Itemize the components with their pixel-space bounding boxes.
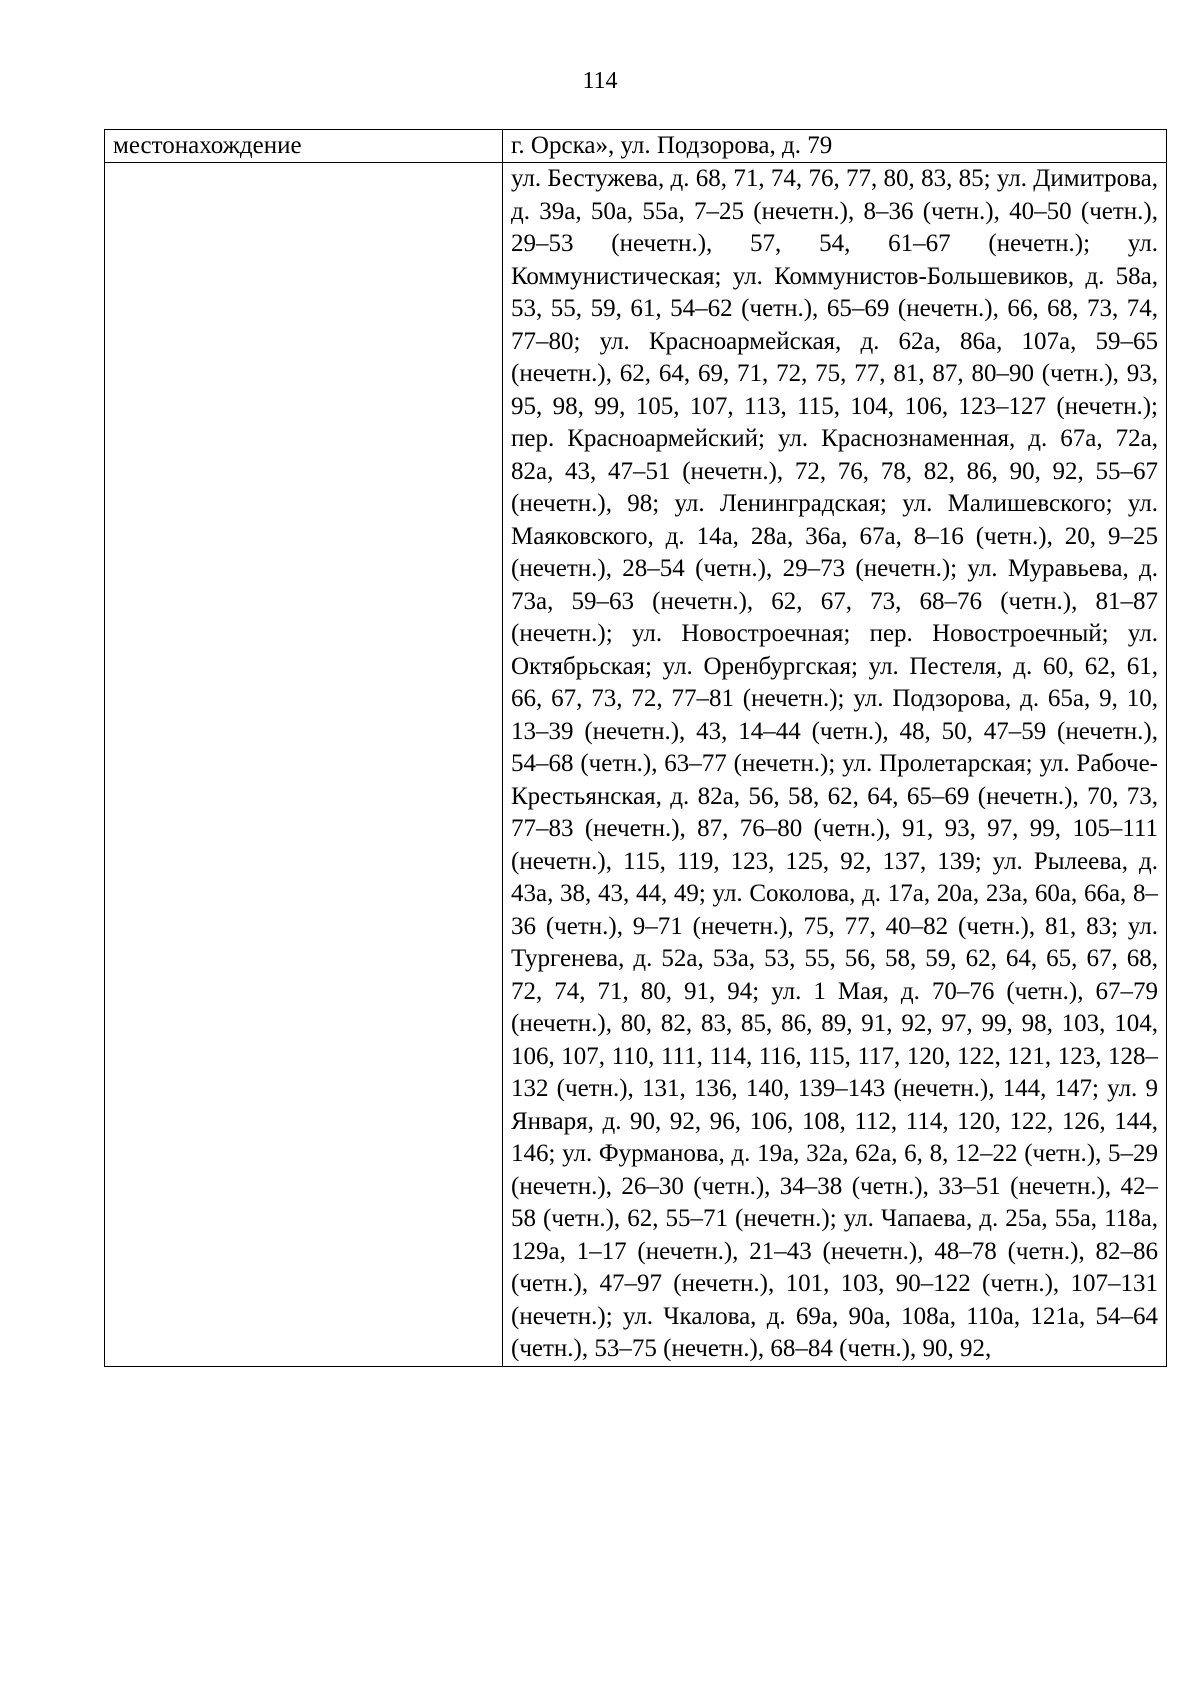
address-table (104, 129, 1167, 1367)
table-row (105, 130, 1167, 163)
page-number: 114 (582, 68, 618, 94)
address-list-cell: ул. Бестужева, д. 68, 71, 74, 76, 77, 80, 83, 85; ул. Димитрова, д. 39а, 50а, 55а, 7–25 (нечетн.), 8–36 (четн.), 40–50 (четн.), 29–53 (нечетн.), 57, 54, 61–67 (нечетн.); ул. Коммунистическая; ул. Коммунистов-Большевиков, д. 58а, 53, 55, 59, 61, 54–62 (четн.), 65–69 (нечетн.), 66, 68, 73, 74, 77–80; ул. Красноармейская, д. 62а, 86а, 107а, 59–65 (нечетн.), 62, 64, 69, 71, 72, 75, 77, 81, 87, 80–90 (четн.), 93, 95, 98, 99, 105, 107, 113, 115, 104, 106, 123–127 (нечетн.); пер. Красноармейский; ул. Краснознаменная, д. 67а, 72а, 82а, 43, 47–51 (нечетн.), 72, 76, 78, 82, 86, 90, 92, 55–67 (нечетн.), 98; ул. Ленинградская; ул. Малишевского; ул. Маяковского, д. 14а, 28а, 36а, 67а, 8–16 (четн.), 20, 9–25 (нечетн.), 28–54 (четн.), 29–73 (нечетн.); ул. Муравьева, д. 73а, 59–63 (нечетн.), 62, 67, 73, 68–76 (четн.), 81–87 (нечетн.); ул. Новостроечная; пер. Новостроечный; ул. Октябрьская; ул. Оренбургская; ул. Пестеля, д. 60, 62, 61, 66, 67, 73, 72, 77–81 (нечетн.); ул. Подзорова, д. 65а, 9, 10, 13–39 (нечетн.), 43, 14–44 (четн.), 48, 50, 47–59 (нечетн.), 54–68 (четн.), 63–77 (нечетн.); ул. Пролетарская; ул. Рабоче-Крестьянская, д. 82а, 56, 58, 62, 64, 65–69 (нечетн.), 70, 73, 77–83 (нечетн.), 87, 76–80 (четн.), 91, 93, 97, 99, 105–111 (нечетн.), 115, 119, 123, 125, 92, 137, 139; ул. Рылеева, д. 43а, 38, 43, 44, 49; ул. Соколова, д. 17а, 20а, 23а, 60а, 66а, 8–36 (четн.), 9–71 (нечетн.), 75, 77, 40–82 (четн.), 81, 83; ул. Тургенева, д. 52а, 53а, 53, 55, 56, 58, 59, 62, 64, 65, 67, 68, 72, 74, 71, 80, 91, 94; ул. 1 Мая, д. 70–76 (четн.), 67–79 (нечетн.), 80, 82, 83, 85, 86, 89, 91, 92, 97, 99, 98, 103, 104, 106, 107, 110, 111, 114, 116, 115, 117, 120, 122, 121, 123, 128–132 (четн.), 131, 136, 140, 139–143 (нечетн.), 144, 147; ул. 9 Января, д. 90, 92, 96, 106, 108, 112, 114, 120, 122, 126, 144, 146; ул. Фурманова, д. 19а, 32а, 62а, 6, 8, 12–22 (четн.), 5–29 (нечетн.), 26–30 (четн.), 34–38 (четн.), 33–51 (нечетн.), 42–58 (четн.), 62, 55–71 (нечетн.); ул. Чапаева, д. 25а, 55а, 118а, 129а, 1–17 (нечетн.), 21–43 (нечетн.), 48–78 (четн.), 82–86 (четн.), 47–97 (нечетн.), 101, 103, 90–122 (четн.), 107–131 (нечетн.); ул. Чкалова, д. 69а, 90а, 108а, 110а, 121а, 54–64 (четн.), 53–75 (нечетн.), 68–84 (четн.), 90, 92, (503, 163, 1167, 1367)
location-value-cell: г. Орска», ул. Подзорова, д. 79 (503, 130, 1167, 163)
table-row (105, 163, 1167, 1367)
empty-cell (105, 163, 503, 1367)
location-label-cell: местонахождение (105, 130, 503, 163)
